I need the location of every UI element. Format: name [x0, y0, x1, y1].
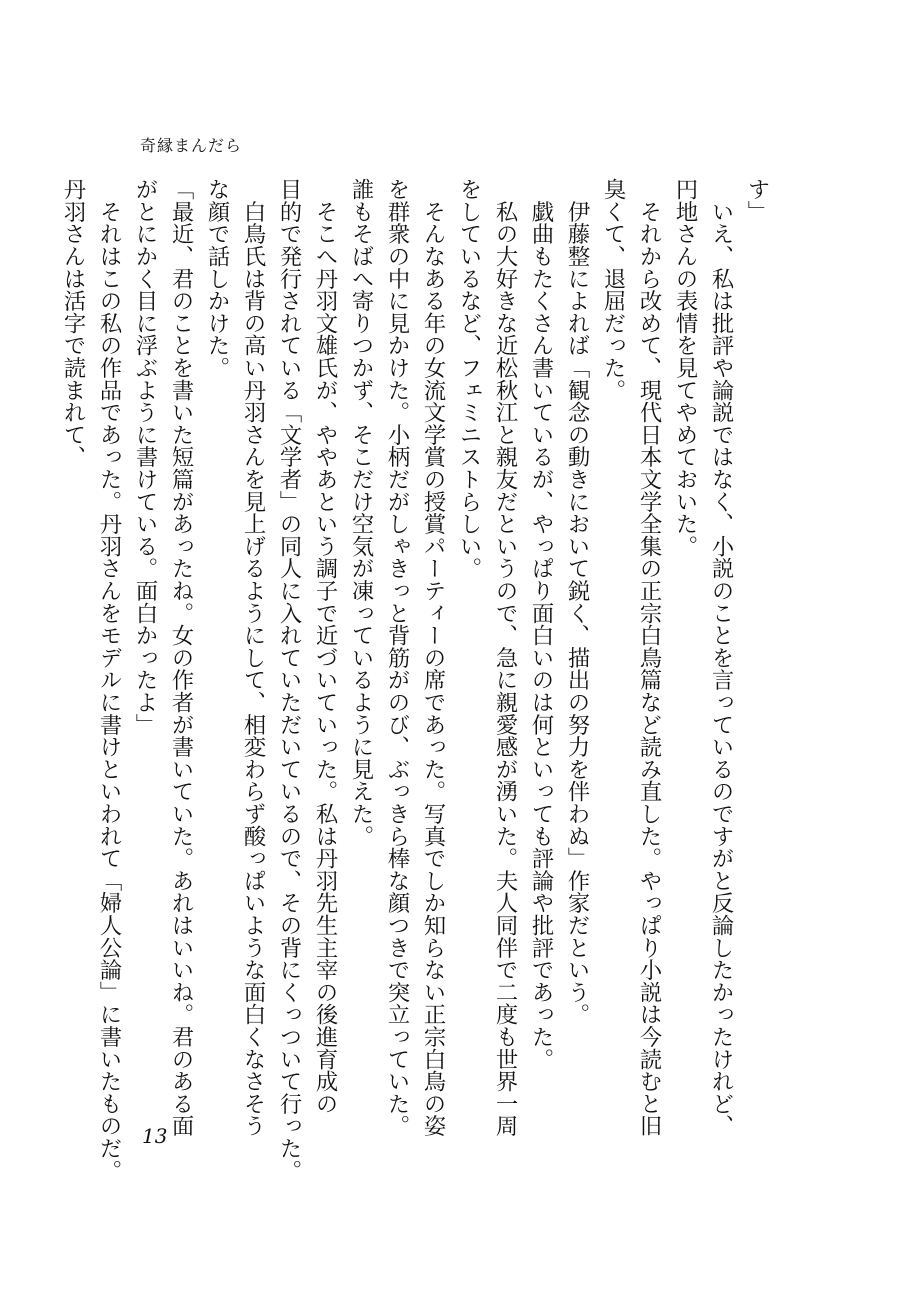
text-line: それから改めて、現代日本文学全集の正宗白鳥篇など読み直した。やっぱり小説は今読むと旧: [636, 178, 662, 1137]
text-line: 私の大好きな近松秋江と親友だというので、急に親愛感が湧いた。夫人同伴で二度も世界一周: [492, 178, 518, 1137]
text-line: 伊藤整によれば「観念の動きにおいて鋭く、描出の努力を伴わぬ」作家だという。: [564, 178, 590, 1026]
page-number: 13: [142, 1124, 168, 1148]
text-line: 白鳥氏は背の高い丹羽さんを見上げるようにして、相変わらず酸っぱいような面白くなさそう: [240, 178, 266, 1137]
text-line: をしているなど、フェミニストらしい。: [456, 178, 482, 580]
text-line: いえ、私は批評や論説ではなく、小説のことを言っているのですがと反論したかったけれど、: [708, 178, 734, 1137]
text-line: を群衆の中に見かけた。小柄だがしゃきっと背筋がのび、ぶっきら棒な顔つきで突立っていた。: [384, 178, 410, 1137]
text-line: な顔で話しかけた。: [204, 178, 230, 379]
text-line: 「最近、君のことを書いた短篇があったね。女の作者が書いていた。あれはいいね。君のある面: [168, 178, 194, 1137]
text-line: 戯曲もたくさん書いているが、やっぱり面白いのは何といっても評論や批評であった。: [528, 178, 554, 1070]
text-line: 誰もそばへ寄りつかず、そこだけ空気が凍っているように見えた。: [348, 178, 374, 847]
text-line: 丹羽さんは活字で読まれて、: [60, 178, 86, 468]
text-line: そんなある年の女流文学賞の授賞パーティーの席であった。写真でしか知らない正宗白鳥の姿: [420, 178, 446, 1137]
text-line: す」: [744, 178, 770, 223]
text-line: 円地さんの表情を見てやめておいた。: [672, 178, 698, 558]
text-line: そこへ丹羽文雄氏が、ややあという調子で近づいていった。私は丹羽先生主宰の後進育成の: [312, 178, 338, 1115]
running-head: 奇縁まんだら: [140, 136, 243, 155]
text-line: それはこの私の作品であった。丹羽さんをモデルに書けといわれて「婦人公論」に書いたものだ。: [96, 178, 122, 1182]
text-line: 臭くて、退屈だった。: [600, 178, 626, 401]
text-line: がとにかく目に浮ぶように書けている。面白かったよ」: [132, 178, 158, 736]
text-line: 目的で発行されている「文学者」の同人に入れていただいているので、その背にくっついて行った。: [276, 178, 302, 1182]
